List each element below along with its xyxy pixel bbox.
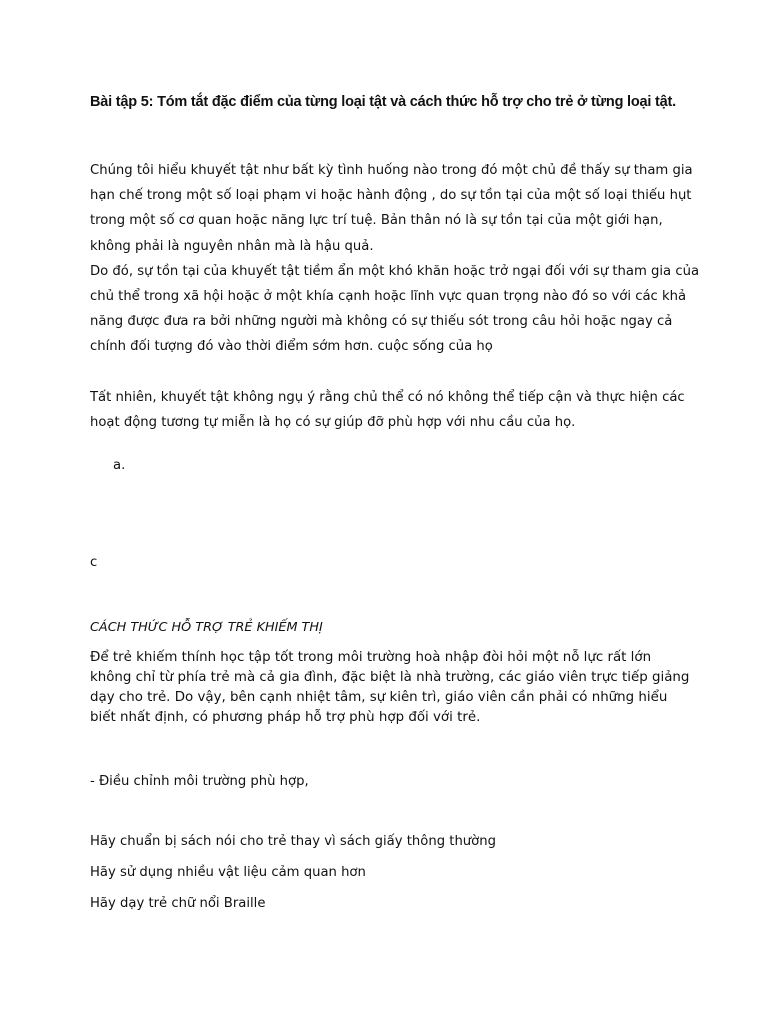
paragraph-2: Do đó, sự tồn tại của khuyết tật tiềm ẩn một khó khăn hoặc trở ngại đối với sự tham gia của chủ thể trong xã hội hoặc ở một khía cạnh hoặc lĩnh vực quan trọng nào đó so với các khả năng được đưa ra bởi những người mà không có sự thiếu sót trong câu hỏi hoặc ngay cả chính đối tượng đó vào thời điểm sớm hơn. cuộc sống của họ <box>90 263 700 355</box>
bullet-item: - Điều chỉnh môi trường phù hợp, <box>90 774 309 789</box>
support-item-1: Hãy chuẩn bị sách nói cho trẻ thay vì sách giấy thông thường <box>90 834 496 849</box>
support-item-2: Hãy sử dụng nhiều vật liệu cảm quan hơn <box>90 865 366 880</box>
paragraph-3: Tất nhiên, khuyết tật không ngụ ý rằng chủ thể có nó không thể tiếp cận và thực hiện các hoạt động tương tự miễn là họ có sự giúp đỡ phù hợp với nhu cầu của họ. <box>90 390 685 431</box>
paragraph-4: Để trẻ khiếm thính học tập tốt trong môi trường hoà nhập đòi hỏi một nỗ lực rất lớn không chỉ từ phía trẻ mà cả gia đình, đặc biệt là nhà trường, các giáo viên trực tiếp giảng dạy cho trẻ. Do vậy, bên cạnh nhiệt tâm, sự kiên trì, giáo viên cần phải có những hiểu biết nhất định, có phương pháp hỗ trợ phù hợp đối với trẻ. <box>90 650 690 725</box>
paragraph-1: Chúng tôi hiểu khuyết tật như bất kỳ tình huống nào trong đó một chủ đề thấy sự tham gia hạn chế trong một số loại phạm vi hoặc hành động , do sự tồn tại của một số loại thiếu hụt trong một số cơ quan hoặc năng lực trí tuệ. Bản thân nó là sự tồn tại của một giới hạn, không phải là nguyên nhân mà là hậu quả. <box>90 163 693 254</box>
intro-paragraphs <box>90 158 700 360</box>
section-title: CÁCH THỨC HỖ TRỢ TRẺ KHIẾM THỊ <box>90 620 323 635</box>
support-item-3: Hãy dạy trẻ chữ nổi Braille <box>90 896 266 911</box>
exercise-heading: Bài tập 5: Tóm tắt đặc điểm của từng loại tật và cách thức hỗ trợ cho trẻ ở từng loại tật. <box>90 94 677 110</box>
letter-c: c <box>90 555 98 570</box>
list-marker-a: a. <box>113 458 126 473</box>
